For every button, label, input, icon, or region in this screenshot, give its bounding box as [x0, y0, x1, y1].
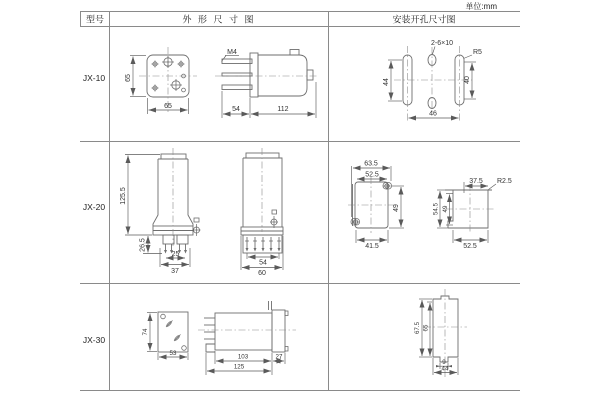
header-mounting: 安装开孔尺寸图	[392, 14, 456, 25]
hole-size-label: 2-6×10	[431, 40, 453, 47]
screw-hole-icon	[270, 210, 278, 228]
dim-label: 65	[422, 324, 430, 332]
dim-label: 125	[233, 363, 245, 371]
dim-label: 103	[237, 353, 249, 361]
relay-pins	[245, 237, 281, 252]
dim-label: 60	[258, 270, 266, 277]
dim-label: 25	[171, 251, 180, 258]
model-label-jx10: JX-10	[82, 73, 106, 83]
unit-label: 单位:mm	[465, 2, 497, 11]
jx30-mounting-view	[414, 289, 467, 377]
dim-label: 27	[275, 353, 283, 361]
jx10-mounting-view	[383, 40, 482, 122]
radius-label: R5	[473, 49, 482, 56]
slot-screw-icon	[174, 335, 181, 342]
header-outline: 外 形 尺 寸 图	[182, 14, 256, 25]
jx10-front-view	[125, 47, 197, 114]
screw-hole-icon	[170, 79, 182, 91]
radius-label: R2.5	[497, 178, 512, 185]
dim-label: 37	[171, 268, 179, 275]
dim-label: 63.5	[364, 160, 378, 168]
dim-pin-span-inner	[166, 251, 185, 258]
dim-label: 67.5	[414, 321, 421, 335]
screw-hole-icon	[193, 218, 201, 236]
dim-label: 65	[164, 103, 172, 110]
dim-pin-height	[140, 236, 163, 254]
radius-callout	[464, 49, 483, 59]
dim-height	[389, 186, 404, 228]
slot-screw-icon	[166, 321, 173, 328]
hole-callout	[431, 40, 453, 54]
jx20-outline-side	[241, 148, 283, 277]
relay-pins	[204, 318, 215, 339]
dim-label: 46	[429, 110, 437, 118]
dim-label: 37.5	[469, 178, 483, 185]
dim-label: 54	[259, 259, 267, 267]
dim-body-length	[251, 82, 316, 118]
dim-slot-height-right	[464, 62, 476, 99]
dim-bottom-width	[453, 230, 488, 250]
dim-label: 52.5	[463, 243, 477, 250]
header-model: 型号	[85, 14, 105, 25]
dim-front-height	[142, 313, 157, 352]
dim-cap-length	[273, 353, 285, 364]
dim-label: 49	[393, 204, 400, 212]
dim-pin-length	[222, 91, 250, 118]
dim-top-width	[464, 178, 488, 193]
dim-label: 74	[142, 328, 149, 336]
dim-front-width	[158, 350, 188, 360]
thread-label: M4	[227, 49, 237, 56]
jx20-mounting-view-2	[433, 178, 512, 250]
jx30-side-view	[198, 301, 296, 375]
dim-pin-row-width	[247, 253, 279, 267]
jx30-front-view	[142, 312, 188, 360]
dim-inner-height	[423, 302, 433, 356]
dim-label: 53	[169, 350, 177, 357]
dim-label: 112	[277, 106, 289, 113]
dim-label: 52.5	[365, 171, 379, 179]
dim-label: 54	[232, 106, 240, 113]
dim-label: 41.5	[365, 243, 379, 250]
jx10-side-view	[215, 49, 319, 118]
dim-bottom-width	[356, 230, 388, 250]
jx20-mounting-view-1	[348, 161, 404, 251]
dim-label: 65	[125, 74, 132, 82]
dim-label: 9	[442, 359, 446, 366]
model-label-jx20: JX-20	[82, 202, 106, 212]
radius-callout	[489, 178, 512, 190]
screw-hole-icon	[162, 56, 174, 68]
dim-label: 40	[464, 76, 471, 84]
dim-inner-width	[357, 172, 387, 180]
dim-slot-spacing	[409, 111, 459, 119]
model-label-jx30: JX-30	[82, 335, 106, 345]
dim-slot-height-left	[383, 60, 402, 101]
dim-label: 44	[441, 365, 449, 373]
dim-label: 49	[442, 205, 449, 213]
dim-label: 26.5	[139, 238, 147, 252]
jx20-outline-front	[120, 148, 201, 275]
dim-label: 125.5	[120, 187, 127, 205]
dim-label: 54.5	[432, 202, 440, 216]
dim-label: 44	[383, 78, 390, 86]
